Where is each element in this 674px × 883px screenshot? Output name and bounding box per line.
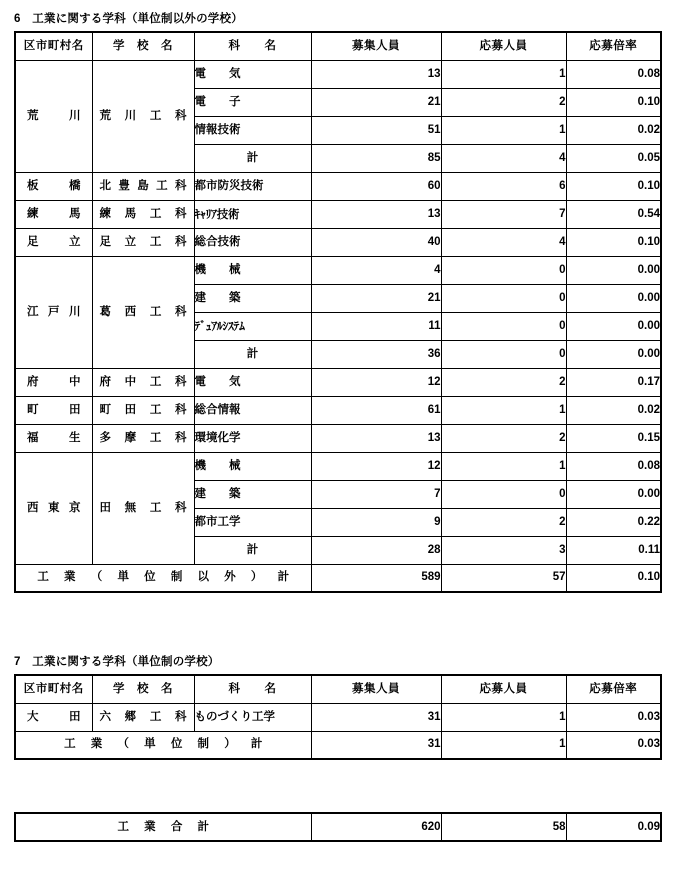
cell-applicants: 7 xyxy=(441,200,566,228)
city-label: 板橋 xyxy=(27,179,81,192)
cell-applicants: 2 xyxy=(441,424,566,452)
cell-ratio: 0.15 xyxy=(566,424,661,452)
city-label: 町田 xyxy=(27,403,81,416)
cell-applicants: 6 xyxy=(441,172,566,200)
col-header-school: 学 校 名 xyxy=(92,675,194,703)
cell-quota: 7 xyxy=(311,480,441,508)
city-label: 福生 xyxy=(27,431,81,444)
cell-course: 都市防災技術 xyxy=(194,172,311,200)
cell-applicants: 0 xyxy=(441,256,566,284)
cell-course xyxy=(194,368,311,396)
col-header-city: 区市町村名 xyxy=(15,675,92,703)
cell-course: ﾃﾞｭｱﾙｼｽﾃﾑ xyxy=(194,312,311,340)
grand-total-ratio: 0.09 xyxy=(566,813,661,841)
cell-school xyxy=(92,703,194,731)
table-row xyxy=(15,172,661,200)
table-row xyxy=(15,228,661,256)
cell-school xyxy=(92,256,194,368)
cell-ratio: 0.00 xyxy=(566,284,661,312)
table-row xyxy=(15,60,661,88)
cell-course xyxy=(194,480,311,508)
cell-school xyxy=(92,172,194,200)
cell-course: 都市工学 xyxy=(194,508,311,536)
section-total-applicants: 1 xyxy=(441,731,566,759)
school-label: 六郷工科 xyxy=(99,710,187,723)
cell-applicants: 1 xyxy=(441,396,566,424)
cell-applicants: 1 xyxy=(441,60,566,88)
cell-city xyxy=(15,368,92,396)
table-header-row xyxy=(15,32,661,60)
cell-quota: 21 xyxy=(311,284,441,312)
cell-city xyxy=(15,60,92,172)
cell-course xyxy=(194,88,311,116)
grand-total-applicants: 58 xyxy=(441,813,566,841)
course-label: 機 械 xyxy=(194,263,241,276)
section-total-quota: 31 xyxy=(311,731,441,759)
cell-applicants: 0 xyxy=(441,312,566,340)
section-credit xyxy=(0,655,674,760)
course-label: 電 気 xyxy=(194,375,241,388)
table-non-credit xyxy=(14,31,662,593)
cell-quota: 13 xyxy=(311,60,441,88)
cell-applicants: 1 xyxy=(441,703,566,731)
cell-school xyxy=(92,228,194,256)
cell-school xyxy=(92,424,194,452)
cell-ratio: 0.00 xyxy=(566,480,661,508)
cell-subtotal-quota: 36 xyxy=(311,340,441,368)
school-label: 練馬工科 xyxy=(99,207,187,220)
cell-course xyxy=(194,60,311,88)
cell-subtotal-label: 計 xyxy=(194,340,311,368)
cell-applicants: 1 xyxy=(441,116,566,144)
cell-subtotal-quota: 85 xyxy=(311,144,441,172)
course-label: 電 子 xyxy=(194,95,241,108)
cell-subtotal-label: 計 xyxy=(194,536,311,564)
table-row xyxy=(15,200,661,228)
col-header-quota: 募集人員 xyxy=(311,675,441,703)
section-total-ratio: 0.03 xyxy=(566,731,661,759)
school-label: 葛西工科 xyxy=(99,305,187,318)
cell-quota: 12 xyxy=(311,452,441,480)
city-label: 練馬 xyxy=(27,207,81,220)
course-label: 機 械 xyxy=(194,459,241,472)
cell-quota: 13 xyxy=(311,424,441,452)
cell-city xyxy=(15,200,92,228)
cell-subtotal-applicants: 0 xyxy=(441,340,566,368)
cell-quota: 21 xyxy=(311,88,441,116)
section-non-credit xyxy=(0,12,674,593)
cell-applicants: 0 xyxy=(441,480,566,508)
school-label: 荒川工科 xyxy=(99,109,187,122)
cell-subtotal-quota: 28 xyxy=(311,536,441,564)
col-header-ratio: 応募倍率 xyxy=(566,675,661,703)
city-label: 荒川 xyxy=(27,109,81,122)
school-label: 多摩工科 xyxy=(99,431,187,444)
cell-ratio: 0.00 xyxy=(566,256,661,284)
section-total-row xyxy=(15,731,661,759)
table-foot-non-credit xyxy=(15,564,661,592)
cell-ratio: 0.17 xyxy=(566,368,661,396)
cell-quota: 61 xyxy=(311,396,441,424)
cell-ratio: 0.02 xyxy=(566,396,661,424)
grand-total-quota: 620 xyxy=(311,813,441,841)
cell-course xyxy=(194,284,311,312)
cell-course: 総合情報 xyxy=(194,396,311,424)
section-total-row xyxy=(15,564,661,592)
table-body-credit xyxy=(15,703,661,731)
cell-quota: 40 xyxy=(311,228,441,256)
cell-subtotal-applicants: 4 xyxy=(441,144,566,172)
city-label: 府中 xyxy=(27,375,81,388)
cell-applicants: 2 xyxy=(441,88,566,116)
school-label: 田無工科 xyxy=(99,501,187,514)
cell-city xyxy=(15,172,92,200)
col-header-city: 区市町村名 xyxy=(15,32,92,60)
cell-subtotal-ratio: 0.11 xyxy=(566,536,661,564)
cell-quota: 9 xyxy=(311,508,441,536)
cell-ratio: 0.54 xyxy=(566,200,661,228)
cell-school xyxy=(92,60,194,172)
col-header-school: 学 校 名 xyxy=(92,32,194,60)
table-row xyxy=(15,368,661,396)
school-label: 町田工科 xyxy=(99,403,187,416)
cell-ratio: 0.10 xyxy=(566,172,661,200)
cell-ratio: 0.10 xyxy=(566,228,661,256)
cell-course: ｷｬﾘｱ技術 xyxy=(194,200,311,228)
cell-city xyxy=(15,452,92,564)
col-header-applicants: 応募人員 xyxy=(441,32,566,60)
cell-city xyxy=(15,228,92,256)
cell-city xyxy=(15,703,92,731)
course-label: 電 気 xyxy=(194,67,241,80)
section-total-applicants: 57 xyxy=(441,564,566,592)
cell-course: 総合技術 xyxy=(194,228,311,256)
section-6-caption: 6 工業に関する学科（単位制以外の学校） xyxy=(14,13,243,25)
cell-subtotal-applicants: 3 xyxy=(441,536,566,564)
col-header-quota: 募集人員 xyxy=(311,32,441,60)
cell-ratio: 0.08 xyxy=(566,60,661,88)
section-total-label: 工 業 （ 単 位 制 以 外 ） 計 xyxy=(15,564,311,592)
cell-applicants: 0 xyxy=(441,284,566,312)
cell-applicants: 1 xyxy=(441,452,566,480)
cell-quota: 13 xyxy=(311,200,441,228)
grand-total-label: 工 業 合 計 xyxy=(15,813,311,841)
cell-quota: 31 xyxy=(311,703,441,731)
table-row xyxy=(15,256,661,284)
cell-course xyxy=(194,452,311,480)
table-row xyxy=(15,452,661,480)
school-label: 北豊島工科 xyxy=(99,179,187,192)
section-7-caption: 7 工業に関する学科（単位制の学校） xyxy=(14,656,220,668)
section-total-label: 工 業 （ 単 位 制 ） 計 xyxy=(15,731,311,759)
city-label: 西東京 xyxy=(27,501,81,514)
city-label: 足立 xyxy=(27,235,81,248)
section-total-quota: 589 xyxy=(311,564,441,592)
cell-ratio: 0.02 xyxy=(566,116,661,144)
col-header-applicants: 応募人員 xyxy=(441,675,566,703)
cell-applicants: 2 xyxy=(441,368,566,396)
col-header-ratio: 応募倍率 xyxy=(566,32,661,60)
grand-total-row xyxy=(15,813,661,841)
city-label: 大田 xyxy=(27,710,81,723)
city-label: 江戸川 xyxy=(27,305,81,318)
cell-applicants: 4 xyxy=(441,228,566,256)
cell-city xyxy=(15,396,92,424)
table-grand-total xyxy=(14,812,662,842)
cell-city xyxy=(15,424,92,452)
cell-quota: 60 xyxy=(311,172,441,200)
col-header-course: 科 名 xyxy=(194,32,311,60)
cell-ratio: 0.10 xyxy=(566,88,661,116)
cell-applicants: 2 xyxy=(441,508,566,536)
cell-subtotal-label: 計 xyxy=(194,144,311,172)
table-row xyxy=(15,396,661,424)
cell-city xyxy=(15,256,92,368)
cell-subtotal-ratio: 0.05 xyxy=(566,144,661,172)
cell-course xyxy=(194,256,311,284)
course-label: 建 築 xyxy=(194,291,241,304)
table-foot-credit xyxy=(15,731,661,759)
cell-ratio: 0.03 xyxy=(566,703,661,731)
table-row xyxy=(15,703,661,731)
cell-school xyxy=(92,452,194,564)
col-header-course: 科 名 xyxy=(194,675,311,703)
cell-subtotal-ratio: 0.00 xyxy=(566,340,661,368)
cell-ratio: 0.22 xyxy=(566,508,661,536)
cell-school xyxy=(92,200,194,228)
cell-quota: 11 xyxy=(311,312,441,340)
table-body-non-credit xyxy=(15,60,661,564)
section-grand-total xyxy=(0,812,674,842)
cell-course: 情報技術 xyxy=(194,116,311,144)
table-row xyxy=(15,424,661,452)
cell-school xyxy=(92,396,194,424)
cell-course: ものづくり工学 xyxy=(194,703,311,731)
table-credit xyxy=(14,674,662,760)
cell-quota: 12 xyxy=(311,368,441,396)
cell-quota: 51 xyxy=(311,116,441,144)
cell-course: 環境化学 xyxy=(194,424,311,452)
cell-quota: 4 xyxy=(311,256,441,284)
cell-school xyxy=(92,368,194,396)
course-label: 建 築 xyxy=(194,487,241,500)
section-total-ratio: 0.10 xyxy=(566,564,661,592)
school-label: 府中工科 xyxy=(99,375,187,388)
table-header-row xyxy=(15,675,661,703)
cell-ratio: 0.00 xyxy=(566,312,661,340)
school-label: 足立工科 xyxy=(99,235,187,248)
cell-ratio: 0.08 xyxy=(566,452,661,480)
